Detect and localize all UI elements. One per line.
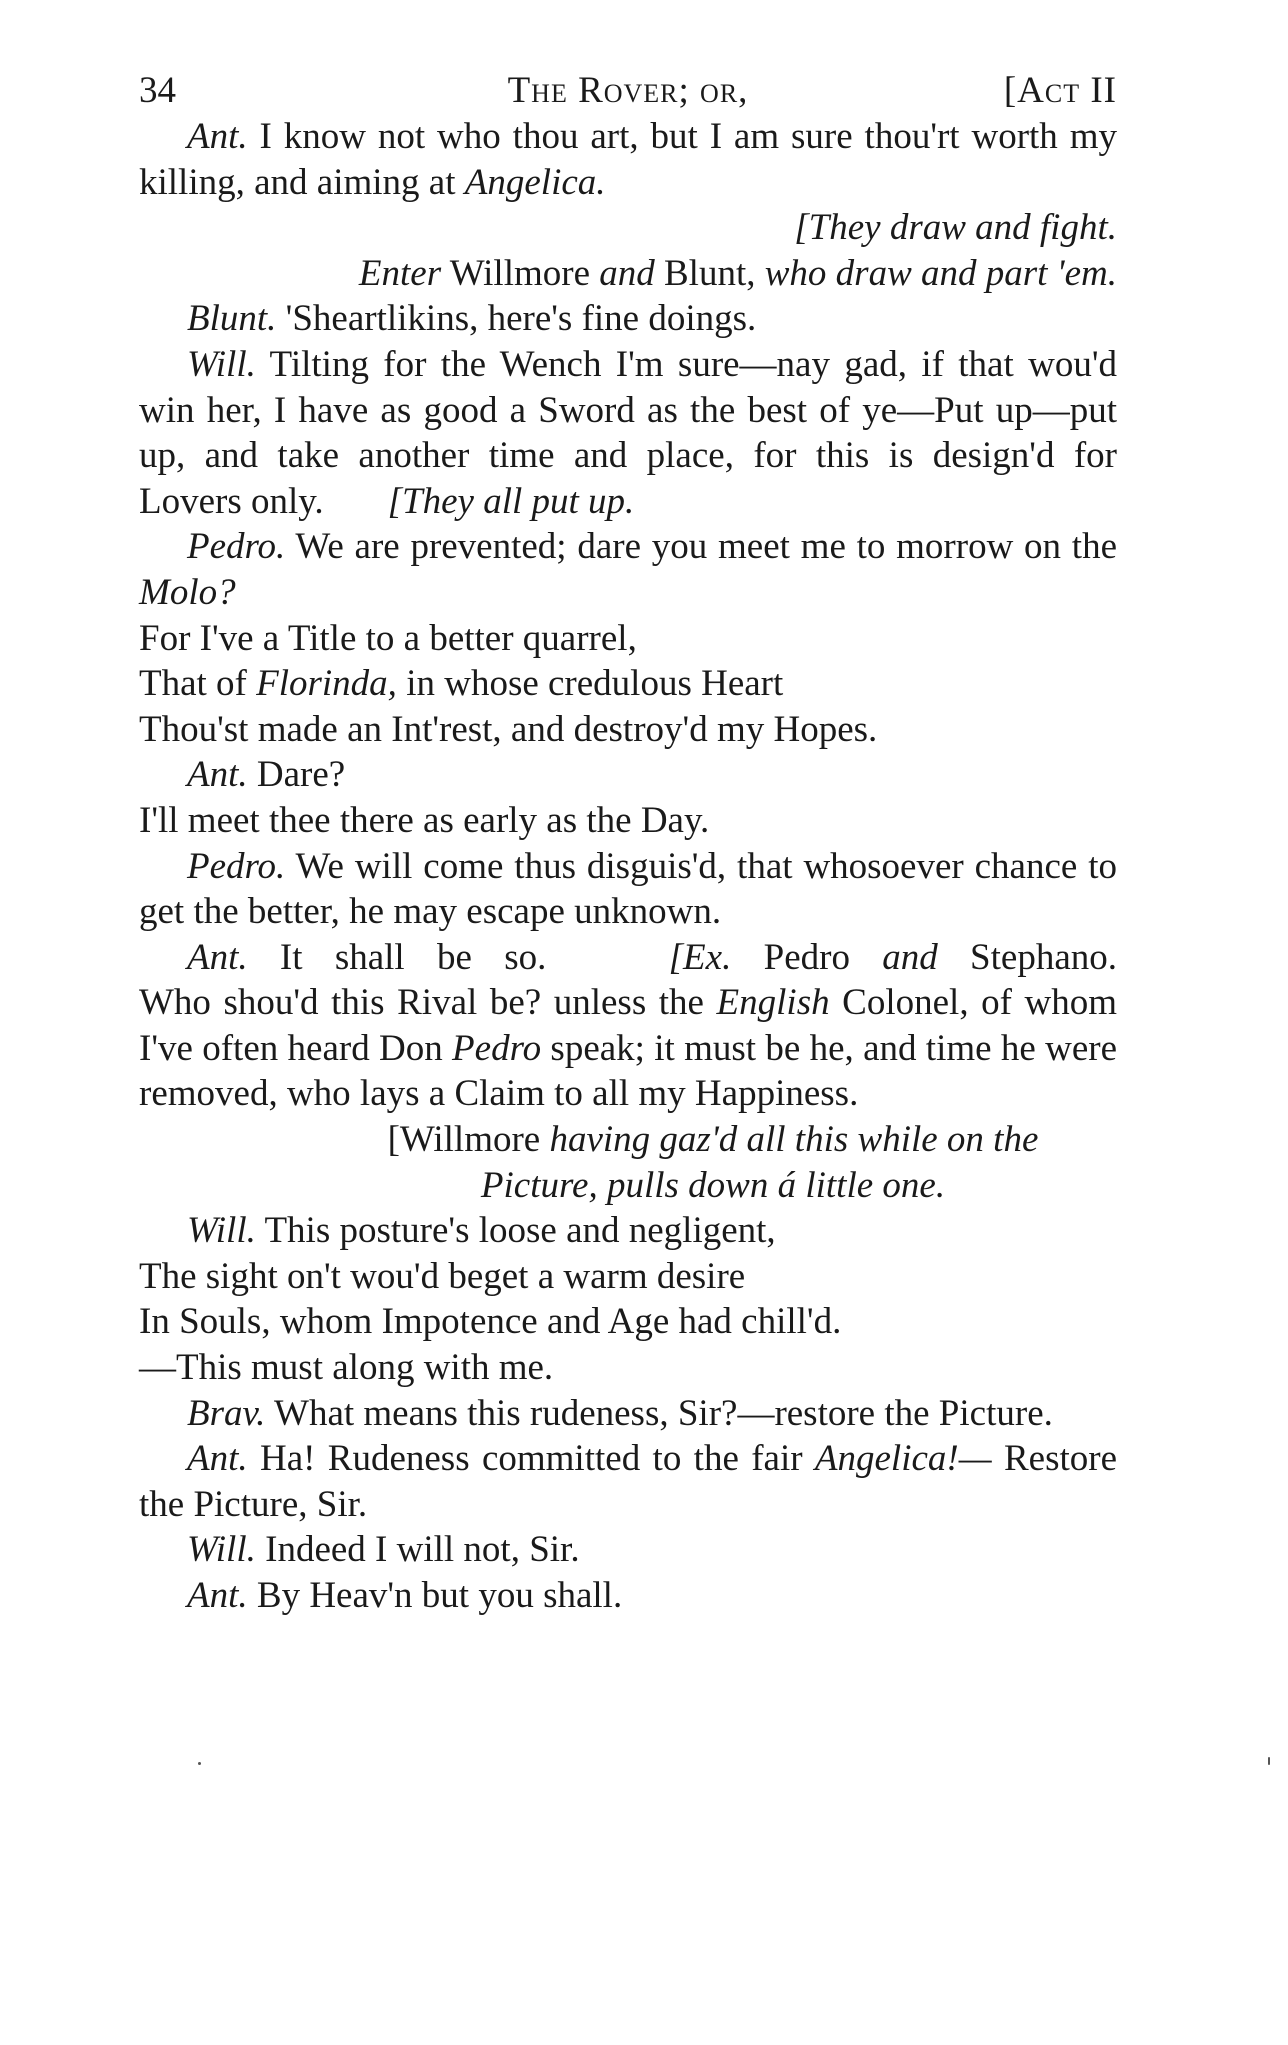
page-speck — [1268, 1757, 1270, 1765]
speech-text: Indeed I will not, Sir. — [255, 1529, 580, 1571]
stage-direction — [139, 205, 1117, 251]
stage-direction-enter — [139, 251, 1117, 297]
speech-text: speak; it must be he, and time he were removed, who lays a Claim to all my Happiness. — [139, 1027, 1117, 1115]
act-label: [Act II — [1003, 70, 1117, 111]
character-name: Florinda, — [256, 663, 397, 705]
speech-text: Colonel, of whom I've often heard Don — [139, 982, 1118, 1069]
speech-blunt — [139, 296, 1117, 342]
speaker: Ant. — [187, 1575, 248, 1616]
speech-text: Dare? — [247, 754, 346, 796]
verse-line: Thou'st made an Int'rest, and destroy'd my Hopes. — [139, 708, 878, 750]
sd-name: Willmore — [441, 252, 600, 294]
place-name: Molo? — [139, 571, 236, 613]
sd-word: who draw and part 'em. — [764, 252, 1117, 294]
verse-line: —This must along with me. — [139, 1347, 554, 1389]
speech-antonio-5 — [139, 1573, 1117, 1619]
speaker: Ant. — [187, 754, 248, 796]
speech-text: We are prevented; dare you meet me to morrow on the — [285, 526, 1117, 568]
speaker: Will. — [187, 343, 256, 385]
speaker: Ant. — [187, 116, 248, 157]
running-header — [139, 68, 1117, 114]
sd-name: Stephano. — [937, 936, 1117, 978]
speech-text: I know not who thou art, but I am sure thou'rt worth my killing, and aiming at — [139, 116, 1117, 203]
character-name: Angelica. — [464, 161, 606, 203]
verse-line — [139, 661, 1117, 707]
verse-text: in whose credulous Heart — [396, 663, 784, 705]
stage-direction-text: [They all put up. — [387, 480, 635, 522]
speech-willmore-2 — [139, 1208, 1117, 1254]
sd-word: [Ex. — [668, 936, 732, 978]
speaker: Pedro. — [187, 845, 286, 887]
speech-text: It shall be so. — [247, 936, 547, 978]
speech-pedro-1 — [139, 524, 1117, 615]
sd-name: Blunt, — [654, 252, 765, 294]
speech-text: 'Sheartlikins, here's fine doings. — [276, 298, 757, 340]
speech-text: We will come thus disguis'd, that whosoever chance to get the better, he may escape unknown. — [139, 845, 1117, 933]
page-number: 34 — [139, 70, 176, 111]
page-speck — [198, 1762, 201, 1765]
sd-word: and — [882, 936, 938, 978]
character-name: Pedro — [452, 1027, 542, 1069]
speech-text: Who shou'd this Rival be? unless the — [139, 982, 717, 1024]
speech-willmore-1 — [139, 342, 1117, 524]
speech-text: What means this rudeness, Sir?—restore the Picture. — [265, 1392, 1053, 1434]
speaker: Ant. — [187, 1438, 248, 1480]
verse-line: The sight on't wou'd beget a warm desire — [139, 1255, 746, 1297]
running-title: The Rover; or, — [507, 70, 749, 111]
sd-word: having gaz'd all this while on the — [549, 1119, 1039, 1161]
speaker: Brav. — [187, 1392, 266, 1434]
verse-text: That of — [139, 663, 257, 705]
speech-antonio-1 — [139, 114, 1117, 205]
speech-antonio-4 — [139, 1436, 1117, 1527]
speaker: Will. — [187, 1529, 256, 1571]
sd-word: Picture, pulls down á little one. — [480, 1164, 946, 1206]
sd-word: Enter — [358, 252, 442, 294]
speech-text: This posture's loose and negligent, — [255, 1210, 776, 1252]
verse-line: I'll meet thee there as early as the Day. — [139, 799, 710, 841]
speaker: Blunt. — [187, 298, 277, 340]
nationality: English — [716, 982, 830, 1024]
speech-text: By Heav'n but you shall. — [247, 1575, 623, 1616]
verse-line: For I've a Title to a better quarrel, — [139, 617, 637, 659]
sd-word: and — [599, 252, 655, 294]
verse-line: In Souls, whom Impotence and Age had chill'd. — [139, 1301, 842, 1343]
sd-name: [Willmore — [387, 1119, 550, 1161]
sd-name: Pedro — [731, 936, 883, 978]
speech-pedro-2 — [139, 844, 1117, 935]
speech-text: Ha! Rudeness committed to the fair — [247, 1438, 815, 1480]
speaker: Ant. — [187, 936, 248, 978]
character-name: Angelica!— — [814, 1438, 992, 1480]
speech-text: Tilting for the Wench I'm sure—nay gad, if that wou'd win her, I have as good a Sword as the best of ye—Put up—put up, and take another time and place, for this is design'd for Lovers only. — [139, 343, 1117, 522]
speech-antonio-3-cont — [139, 980, 1117, 1117]
speech-willmore-3 — [139, 1527, 1117, 1573]
stage-direction-picture — [139, 1117, 1117, 1208]
speech-text: Restore the Picture, Sir. — [139, 1438, 1117, 1525]
speech-antonio-3 — [139, 935, 1117, 981]
speech-antonio-2 — [139, 752, 1117, 798]
speaker: Will. — [187, 1210, 256, 1252]
speaker: Pedro. — [187, 526, 286, 568]
book-page — [139, 68, 1117, 1619]
speech-bravo — [139, 1391, 1117, 1437]
stage-direction-text: [They draw and fight. — [794, 207, 1117, 249]
